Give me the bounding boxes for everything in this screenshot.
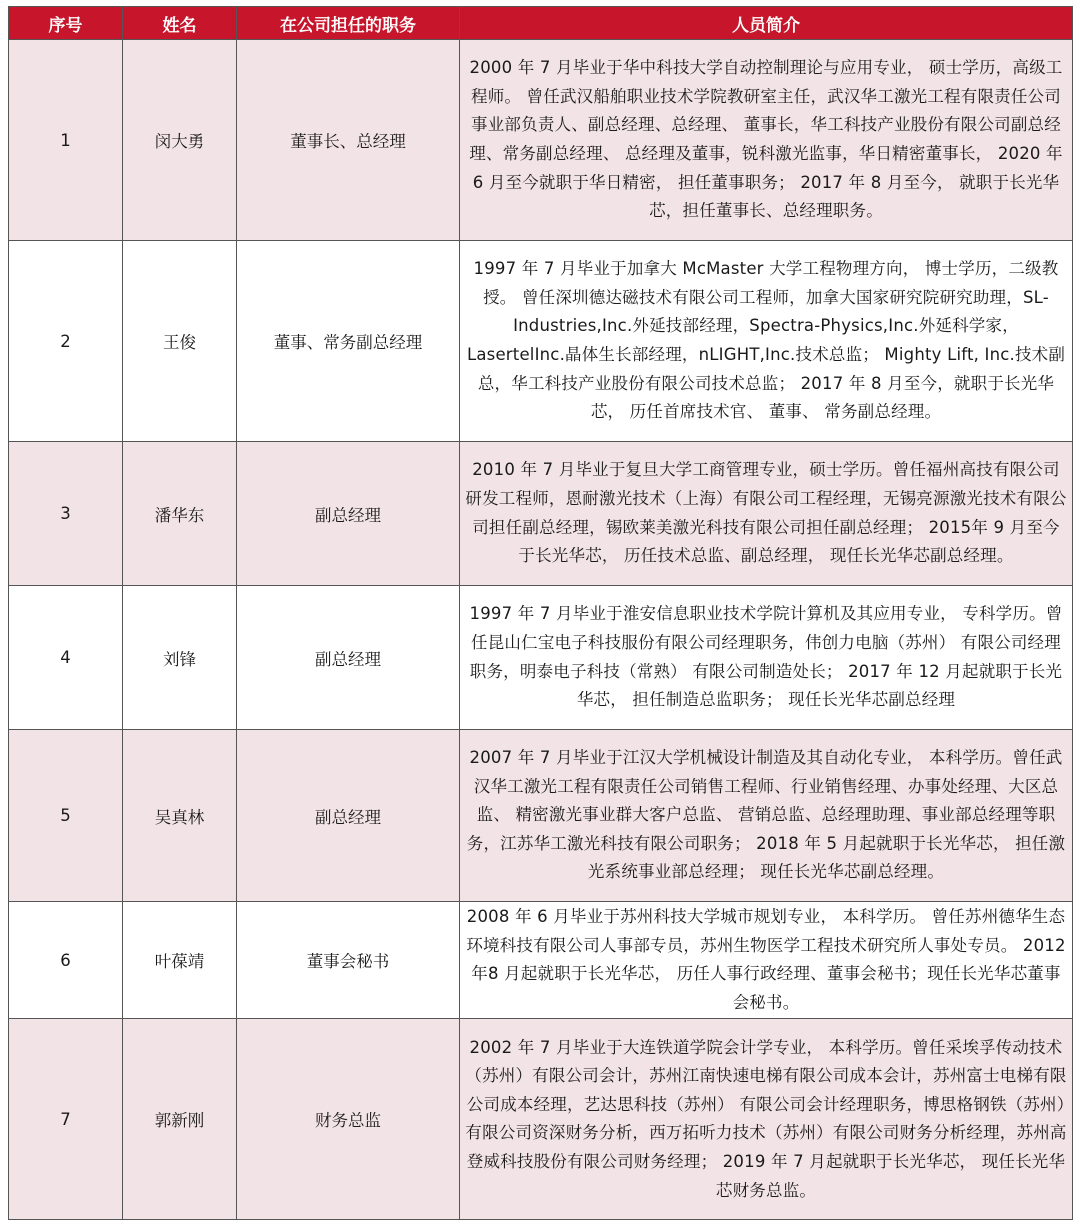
header-title: 在公司担任的职务 [237,7,460,40]
header-name: 姓名 [123,7,237,40]
cell-no: 3 [9,442,123,586]
cell-name: 闵大勇 [123,40,237,241]
executive-table-container [8,6,1072,1220]
cell-title: 副总经理 [237,730,460,902]
header-bio: 人员简介 [460,7,1073,40]
cell-title: 董事长、总经理 [237,40,460,241]
cell-no: 4 [9,586,123,730]
cell-title: 财务总监 [237,1019,460,1220]
cell-title: 副总经理 [237,586,460,730]
executive-table [8,6,1073,1220]
cell-no: 2 [9,241,123,442]
cell-bio: 1997 年 7 月毕业于加拿大 McMaster 大学工程物理方向， 博士学历，二级教授。 曾任深圳德达磁技术有限公司工程师，加拿大国家研究院研究助理，SL-Industries,Inc.外延技部经理，Spectra-Physics,Inc.外延科学家， LasertelInc.晶体生长部经理，nLIGHT,Inc.技术总监； Mighty Lift, Inc.技术副总，华工科技产业股份有限公司技术总监； 2017 年 8 月至今，就职于长光华芯， 历任首席技术官、 董事、 常务副总经理。 [460,241,1073,442]
cell-bio: 2000 年 7 月毕业于华中科技大学自动控制理论与应用专业， 硕士学历，高级工程师。 曾任武汉船舶职业技术学院教研室主任，武汉华工激光工程有限责任公司事业部负责人、副总经理、总经理、 董事长，华工科技产业股份有限公司副总经理、常务副总经理、 总经理及董事，锐科激光监事，华日精密董事长， 2020 年 6 月至今就职于华日精密， 担任董事职务； 2017 年 8 月至今， 就职于长光华芯，担任董事长、总经理职务。 [460,40,1073,241]
cell-title: 董事会秘书 [237,902,460,1019]
cell-name: 吴真林 [123,730,237,902]
cell-name: 王俊 [123,241,237,442]
table-row [9,730,1073,902]
cell-no: 7 [9,1019,123,1220]
cell-no: 5 [9,730,123,902]
cell-bio: 2010 年 7 月毕业于复旦大学工商管理专业，硕士学历。曾任福州高技有限公司研发工程师，恩耐激光技术（上海）有限公司工程经理，无锡亮源激光技术有限公司担任副总经理，锡欧莱美激光科技有限公司担任副总经理； 2015年 9 月至今于长光华芯， 历任技术总监、副总经理， 现任长光华芯副总经理。 [460,442,1073,586]
cell-bio: 2007 年 7 月毕业于江汉大学机械设计制造及其自动化专业， 本科学历。曾任武汉华工激光工程有限责任公司销售工程师、行业销售经理、办事处经理、大区总监、 精密激光事业群大客户总监、 营销总监、总经理助理、事业部总经理等职务，江苏华工激光科技有限公司职务； 2018 年 5 月起就职于长光华芯， 担任激光系统事业部总经理； 现任长光华芯副总经理。 [460,730,1073,902]
cell-name: 叶葆靖 [123,902,237,1019]
table-row [9,241,1073,442]
table-row [9,902,1073,1019]
table-row [9,40,1073,241]
header-row [9,7,1073,40]
cell-name: 潘华东 [123,442,237,586]
cell-name: 刘锋 [123,586,237,730]
cell-title: 副总经理 [237,442,460,586]
table-row [9,1019,1073,1220]
cell-bio: 2008 年 6 月毕业于苏州科技大学城市规划专业， 本科学历。 曾任苏州德华生态环境科技有限公司人事部专员，苏州生物医学工程技术研究所人事处专员。 2012 年8 月起就职于长光华芯， 历任人事行政经理、董事会秘书；现任长光华芯董事会秘书。 [460,902,1073,1019]
table-row [9,442,1073,586]
header-no: 序号 [9,7,123,40]
cell-no: 6 [9,902,123,1019]
cell-title: 董事、常务副总经理 [237,241,460,442]
cell-bio: 2002 年 7 月毕业于大连铁道学院会计学专业， 本科学历。曾任采埃孚传动技术（苏州）有限公司会计，苏州江南快速电梯有限公司成本会计，苏州富士电梯有限公司成本经理，艺达思科技（苏州） 有限公司会计经理职务，博思格钢铁（苏州）有限公司资深财务分析，西万拓听力技术（苏州）有限公司财务分析经理，苏州高登威科技股份有限公司财务经理； 2019 年 7 月起就职于长光华芯， 现任长光华芯财务总监。 [460,1019,1073,1220]
table-row [9,586,1073,730]
cell-bio: 1997 年 7 月毕业于淮安信息职业技术学院计算机及其应用专业， 专科学历。曾任昆山仁宝电子科技服份有限公司经理职务，伟创力电脑（苏州） 有限公司经理职务，明泰电子科技（常熟） 有限公司制造处长； 2017 年 12 月起就职于长光华芯， 担任制造总监职务； 现任长光华芯副总经理 [460,586,1073,730]
cell-name: 郭新刚 [123,1019,237,1220]
cell-no: 1 [9,40,123,241]
